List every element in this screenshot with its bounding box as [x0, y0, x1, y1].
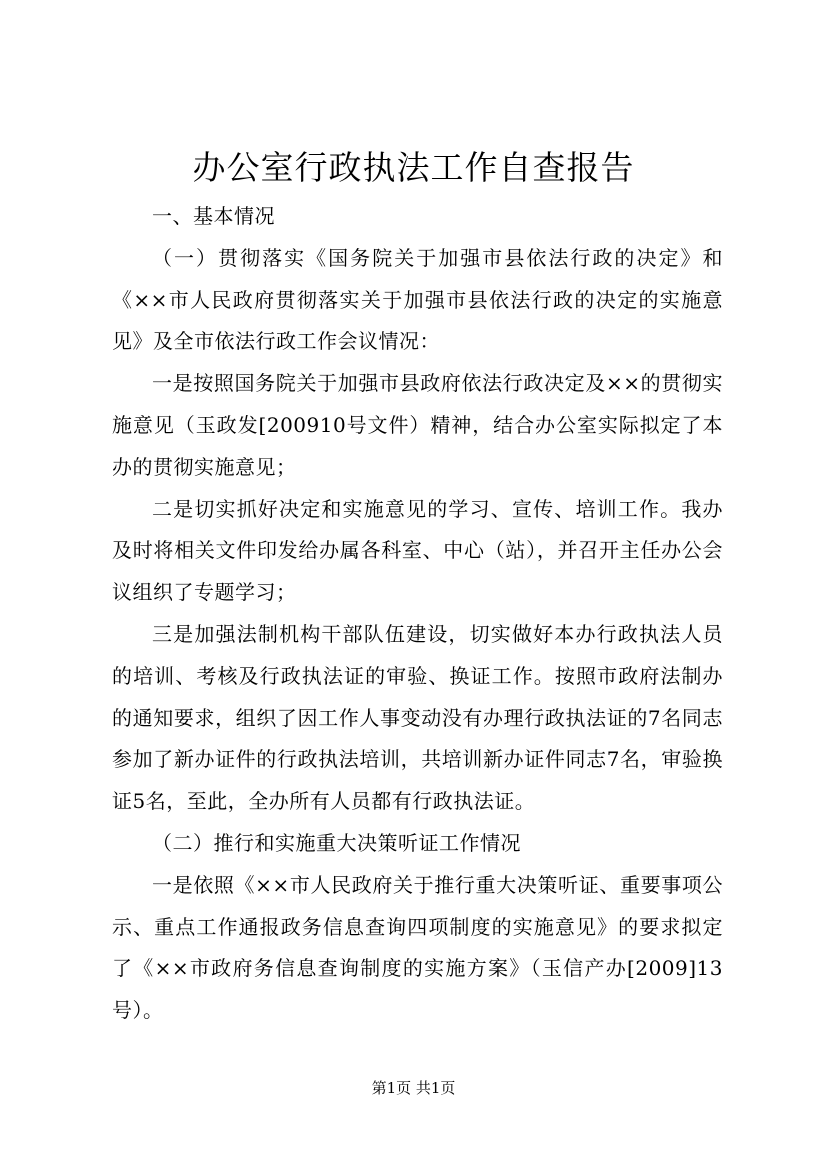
body-paragraph: 一是按照国务院关于加强市县政府依法行政决定及××的贯彻实施意见（玉政发[200910号文件）精神，结合办公室实际拟定了本办的贯彻实施意见；	[112, 371, 723, 479]
document-body	[112, 196, 723, 1032]
subsection-heading-1: （一）贯彻落实《国务院关于加强市县依法行政的决定》和《××市人民政府贯彻落实关于加强市县依法行政的决定的实施意见》及全市依法行政工作会议情况：	[112, 245, 723, 354]
section-heading-basic-situation: 一、基本情况	[152, 204, 275, 228]
document-title: 办公室行政执法工作自查报告	[192, 148, 635, 187]
body-paragraph: 一是依照《××市人民政府关于推行重大决策听证、重要事项公示、重点工作通报政务信息查询四项制度的实施意见》的要求拟定了《××市政府务信息查询制度的实施方案》（玉信产办[2009]13号）。	[112, 872, 723, 1023]
body-paragraph: 三是加强法制机构干部队伍建设，切实做好本办行政执法人员的培训、考核及行政执法证的审验、换证工作。按照市政府法制办的通知要求，组织了因工作人事变动没有办理行政执法证的7名同志参加了新办证件的行政执法培训，共培训新办证件同志7名，审验换证5名，至此，全办所有人员都有行政执法证。	[112, 621, 723, 814]
page-number-footer: 第1页 共1页	[371, 1079, 456, 1097]
subsection-heading-2: （二）推行和实施重大决策听证工作情况	[152, 830, 521, 855]
body-paragraph: 二是切实抓好决定和实施意见的学习、宣传、培训工作。我办及时将相关文件印发给办属各科室、中心（站），并召开主任办公会议组织了专题学习；	[112, 496, 723, 605]
